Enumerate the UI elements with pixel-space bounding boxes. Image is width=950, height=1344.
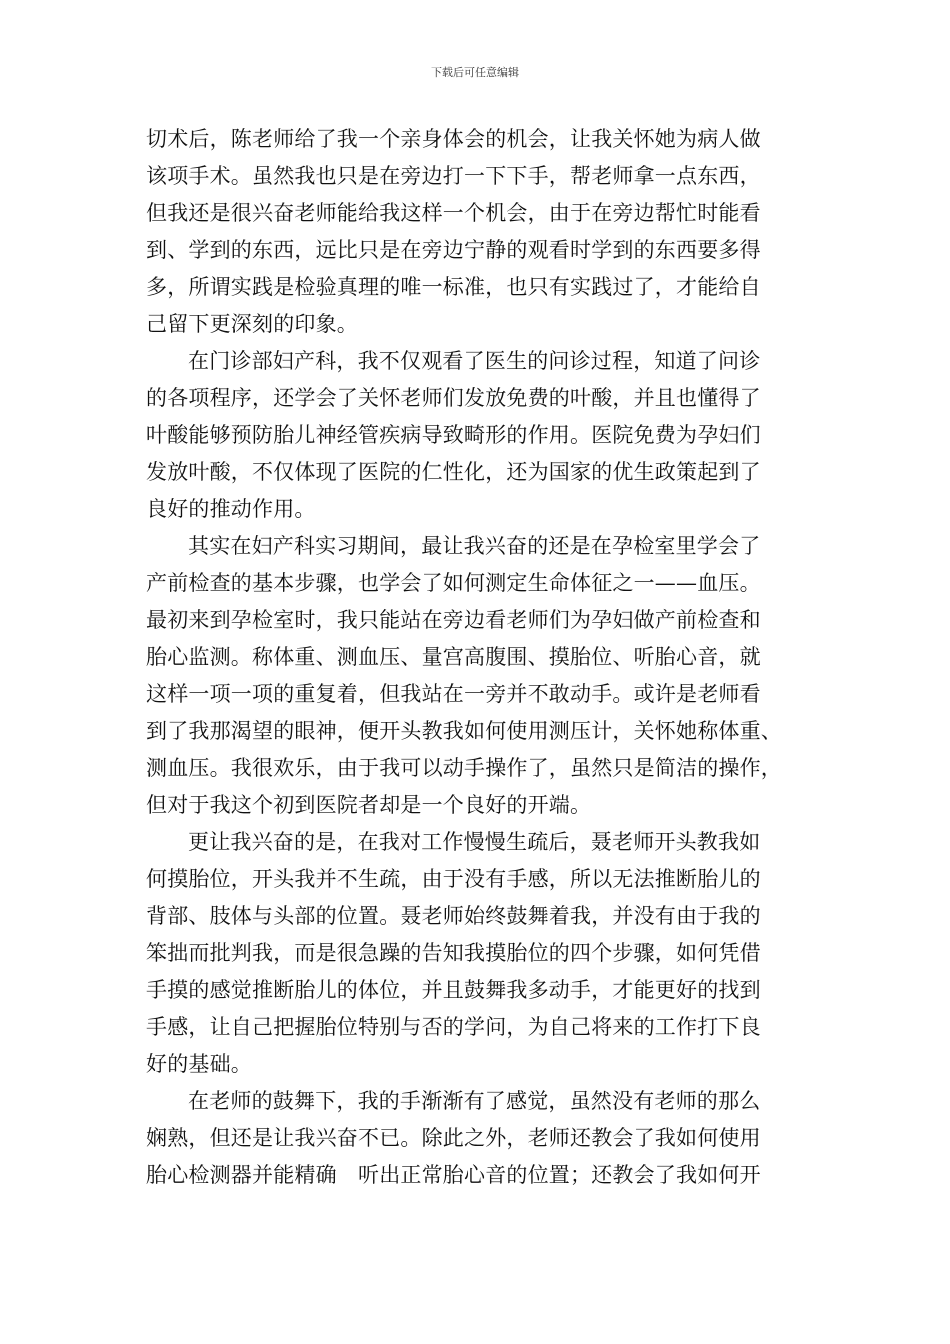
text-line: 娴熟，但还是让我兴奋不已。除此之外，老师还教会了我如何使用: [146, 1126, 761, 1150]
text-line: 胎心监测。称体重、测血压、量宫高腹围、摸胎位、听胎心音，就: [146, 645, 761, 669]
text-line: 良好的推动作用。: [146, 497, 316, 521]
text-line: 手感，让自己把握胎位特别与否的学问，为自己将来的工作打下良: [146, 1015, 761, 1039]
text-line: 何摸胎位，开头我并不生疏，由于没有手感，所以无法推断胎儿的: [146, 867, 761, 891]
text-line: 到、学到的东西，远比只是在旁边宁静的观看时学到的东西要多得: [146, 238, 761, 262]
text-line: 切术后，陈老师给了我一个亲身体会的机会，让我关怀她为病人做: [146, 127, 761, 151]
text-line: 好的基础。: [146, 1052, 252, 1076]
text-line: 发放叶酸，不仅体现了医院的仁性化，还为国家的优生政策起到了: [146, 460, 761, 484]
text-line: 但我还是很兴奋老师能给我这样一个机会，由于在旁边帮忙时能看: [146, 201, 761, 225]
text-line: 产前检查的基本步骤，也学会了如何测定生命体征之一——血压。: [146, 571, 761, 595]
paragraph-first-line: 更让我兴奋的是，在我对工作慢慢生疏后，聂老师开头教我如: [188, 830, 761, 854]
text-line: 但对于我这个初到医院者却是一个良好的开端。: [146, 793, 592, 817]
text-line: 笨拙而批判我，而是很急躁的告知我摸胎位的四个步骤，如何凭借: [146, 941, 761, 965]
text-line: 胎心检测器并能精确 听出正常胎心音的位置；还教会了我如何开: [146, 1163, 761, 1187]
text-line: 的各项程序，还学会了关怀老师们发放免费的叶酸，并且也懂得了: [146, 386, 761, 410]
paragraph-first-line: 其实在妇产科实习期间，最让我兴奋的还是在孕检室里学会了: [188, 534, 761, 558]
text-line: 到了我那渴望的眼神，便开头教我如何使用测压计，关怀她称体重、: [146, 719, 782, 743]
text-line: 背部、肢体与头部的位置。聂老师始终鼓舞着我，并没有由于我的: [146, 904, 761, 928]
text-line: 该项手术。虽然我也只是在旁边打一下下手，帮老师拿一点东西，: [146, 164, 761, 188]
text-line: 这样一项一项的重复着，但我站在一旁并不敢动手。或许是老师看: [146, 682, 761, 706]
text-line: 手摸的感觉推断胎儿的体位，并且鼓舞我多动手，才能更好的找到: [146, 978, 761, 1002]
paragraph-first-line: 在门诊部妇产科，我不仅观看了医生的问诊过程，知道了问诊: [188, 349, 761, 373]
text-line: 叶酸能够预防胎儿神经管疾病导致畸形的作用。医院免费为孕妇们: [146, 423, 761, 447]
page-header: 下载后可任意编辑: [431, 66, 519, 79]
paragraph-first-line: 在老师的鼓舞下，我的手渐渐有了感觉，虽然没有老师的那么: [188, 1089, 761, 1113]
text-line: 测血压。我很欢乐，由于我可以动手操作了，虽然只是简洁的操作，: [146, 756, 782, 780]
text-line: 己留下更深刻的印象。: [146, 312, 358, 336]
document-body: [146, 121, 810, 1194]
text-line: 最初来到孕检室时，我只能站在旁边看老师们为孕妇做产前检查和: [146, 608, 761, 632]
text-line: 多，所谓实践是检验真理的唯一标准，也只有实践过了，才能给自: [146, 275, 761, 299]
